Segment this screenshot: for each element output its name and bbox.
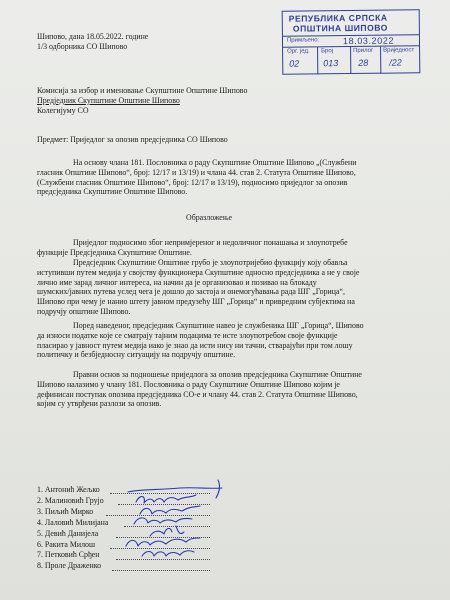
stamp-code4: /22 <box>389 57 402 68</box>
signatory-6: 6. Ракита Милош <box>37 539 96 549</box>
paragraph-3: Поред наведеног, предсједник Скупштине навео је службеника ШГ „Горица“, Шипово да износи податке које се сматрају тајним подацима те исте злоупотребом своје функције пласирао у јавност путем медија иако је знао да исти нису ни тачни, стварајући при том лошу политичку и безбједносну ситуацију на подручју општине. <box>37 321 364 360</box>
stamp-line1: РЕПУБЛИКА СРПСКА <box>288 12 388 24</box>
stamp-attach-label: Прилог <box>353 47 374 54</box>
stamp-received-label: Примљено: <box>286 37 320 44</box>
signature-5 <box>150 526 184 536</box>
signatory-2: 2. Малиновић Грујо <box>37 495 104 505</box>
signature-1 <box>128 480 222 498</box>
paragraph-2: Предсједник Скупштине Општине грубо је злоупотријебио функцију коју обавља иступивши путем медија у својству функционера Скупштине односно предсједника а не у своје лично име зарад личног интереса, на начин да је организовао и позивао на блокаду шумских/јавних путева услед чега је дошло до застоја и онемогућавања рада ШГ „Горица“, Шипово при чему је нанио штету јавном предузећу ШГ „Горица“ и привредним субјектима на подручју општине Шипово. <box>37 258 360 316</box>
place-date: Шипово, дана 18.05.2022. године <box>37 32 149 41</box>
signatory-1: 1. Антонић Жељко <box>37 485 100 494</box>
signature-3 <box>140 506 200 514</box>
stamp-code3: 28 <box>358 57 369 68</box>
signature-7 <box>142 551 194 556</box>
signatory-4: 4. Лаловић Милијана <box>37 517 109 527</box>
stamp-value-label: Вриједност <box>383 47 415 54</box>
signatory-3: 3. Пиљић Мирко <box>37 506 94 516</box>
stamp-line2: ОПШТИНА ШИПОВО <box>292 22 388 34</box>
signature-4 <box>134 518 192 524</box>
stamp-code1: 02 <box>289 58 300 69</box>
section-heading: Образложење <box>186 213 233 222</box>
signatory-7: 7. Петковић Срђен <box>37 550 100 560</box>
signatory-5: 5. Девић Данијела <box>37 528 99 538</box>
recipient-3: Колегијуму СО <box>37 106 89 115</box>
signature-2 <box>136 495 196 503</box>
signatories-list <box>37 485 108 572</box>
recipient-1: Комисија за избор и именовање Скупштине Општине Шипово <box>37 86 248 95</box>
paragraph-4: Правни основ за подношење приједлога за опозив предсједника Скупштине Општине Шипово налазимо у члану 181. Пословника о раду Скупштине Општине Шипово којим је дефинисан поступак опозива предсједника СО-е и члану 44. став 2. Статута Општине Шипово, којим су утврђени разлози за опозив. <box>37 370 362 409</box>
stamp-date: 18.03.2022 <box>342 35 395 47</box>
handwritten-signatures <box>100 476 240 586</box>
registry-stamp <box>282 9 421 74</box>
stamp-org-label: Орг. јед. <box>287 48 310 55</box>
subject-line: Предмет: Приједлог за опозив предсједника СО Шипово <box>37 135 228 144</box>
paragraph-1: Приједлог подносимо због непримјереног и недоличног понашања и злоупотребе функције Предсједника Скупштине Општине. <box>37 238 348 257</box>
stamp-code2: 013 <box>323 58 339 69</box>
signatory-8: 8. Проле Драженко <box>37 561 102 571</box>
intro-paragraph: На основу члана 181. Пословника о раду Скупштине Општине Шипово „(Службени гласник Општине Шипово“, број: 12/17 и 13/19) и члана 44. став 2. Статута Општине Шипово, (Службени гласник Општине Шипово“, број: 12/17 и 13/19), подносимо приједлог за опозив предсједника Скупштине Општине Шипово. <box>37 158 357 197</box>
reference-line: 1/3 одборника СО Шипово <box>37 42 128 51</box>
stamp-num-label: Број <box>321 48 334 55</box>
recipient-2: Предједник Скупштине Општине Шипово <box>37 96 180 105</box>
signature-6 <box>126 538 200 546</box>
